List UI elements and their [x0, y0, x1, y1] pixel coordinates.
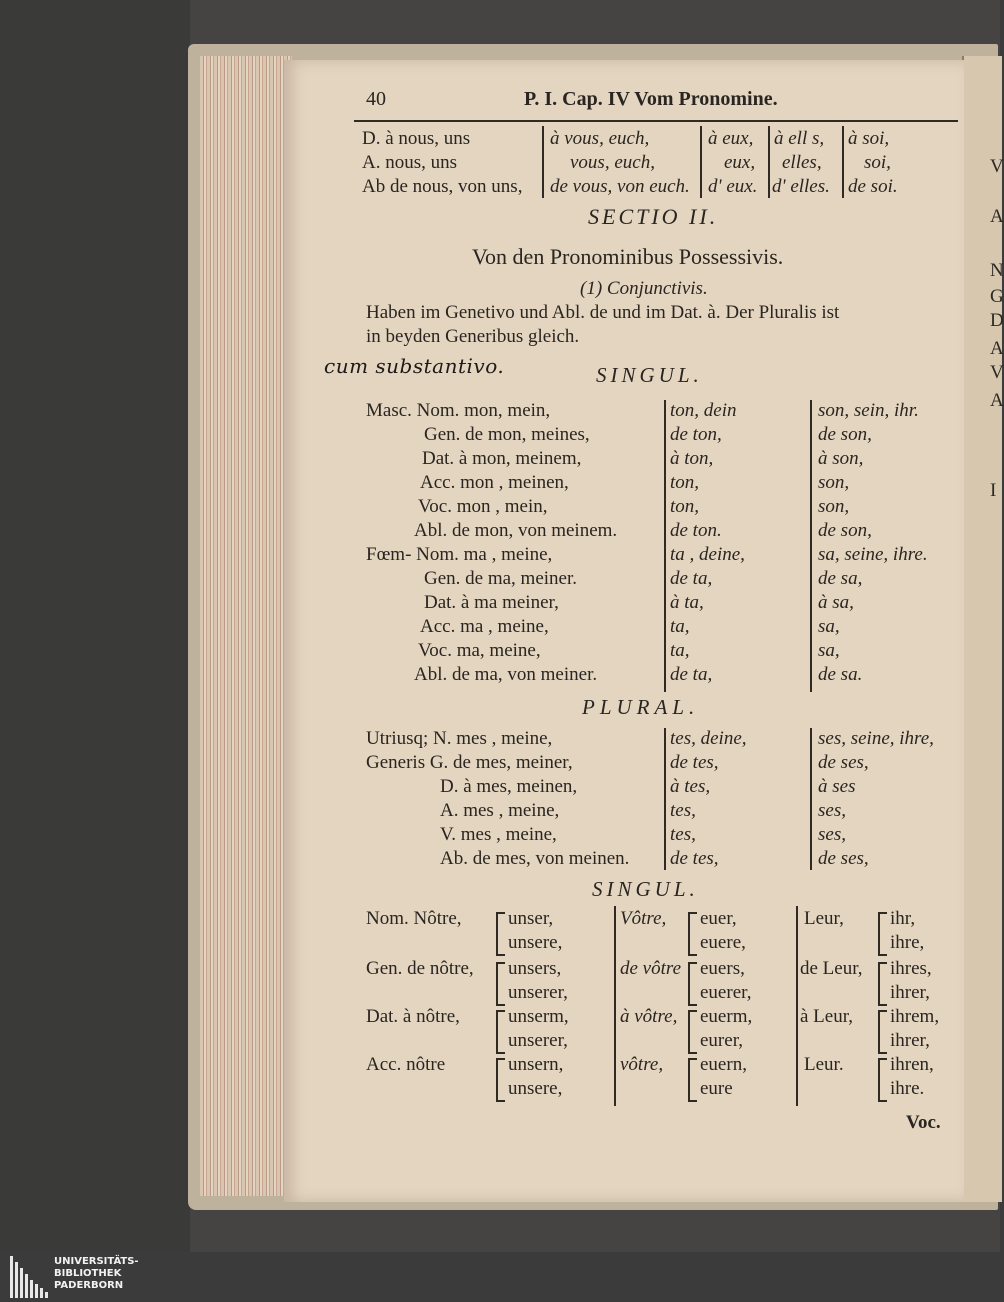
header-rule [354, 120, 958, 122]
bracket [496, 1058, 505, 1102]
logo-line: UNIVERSITÄTS- [54, 1256, 139, 1267]
catchword: Voc. [906, 1112, 941, 1133]
library-logo-icon [10, 1256, 52, 1298]
singular-heading-2: SINGUL. [592, 877, 699, 901]
table-cell: sa, [818, 616, 840, 637]
table-cell: soi, [864, 152, 891, 173]
library-logo-text [54, 1256, 139, 1292]
column-divider [768, 126, 770, 198]
notre-label: Gen. de nôtre, [366, 958, 474, 979]
table-cell: Abl. de mon, von meinem. [414, 520, 618, 541]
section-subheading: Von den Pronominibus Possessivis. [472, 244, 784, 269]
table-cell: son, sein, ihr. [818, 400, 919, 421]
notre-form: unser, [508, 908, 554, 929]
table-cell: Gen. de mon, meines, [424, 424, 590, 445]
rule-text: in beyden Generibus gleich. [366, 326, 580, 347]
facing-page-letter: V [990, 156, 1004, 177]
column-divider [810, 400, 812, 692]
subsection-heading: (1) Conjunctivis. [580, 278, 708, 299]
table-cell: son, [818, 472, 850, 493]
facing-page-letter: A [990, 338, 1004, 359]
bracket [688, 912, 697, 956]
facing-page-letter: N [990, 260, 1004, 281]
leur-form: ihrer, [890, 982, 930, 1003]
leur-form: ihr, [890, 908, 916, 929]
table-cell: à ta, [670, 592, 704, 613]
column-divider [796, 906, 798, 1106]
table-cell: ta, [670, 616, 690, 637]
table-cell: Dat. à ma meiner, [424, 592, 559, 613]
table-cell: Fœm- Nom. ma , meine, [366, 544, 553, 565]
column-divider [542, 126, 544, 198]
table-cell: vous, euch, [570, 152, 655, 173]
column-divider [810, 728, 812, 870]
table-cell: A. mes , meine, [440, 800, 560, 821]
table-cell: Gen. de ma, meiner. [424, 568, 578, 589]
table-cell: eux, [724, 152, 756, 173]
handwritten-note: cum substantivo. [324, 354, 505, 378]
table-cell: Abl. de ma, von meiner. [414, 664, 598, 685]
votre-form: euerer, [700, 982, 752, 1003]
table-cell: Voc. mon , mein, [418, 496, 548, 517]
table-cell: de tes, [670, 848, 719, 869]
table-cell: sa, [818, 640, 840, 661]
table-cell: Masc. Nom. mon, mein, [366, 400, 551, 421]
table-cell: ton, [670, 472, 700, 493]
logo-line: PADERBORN [54, 1280, 124, 1291]
votre-form: euern, [700, 1054, 747, 1075]
table-cell: ses, [818, 800, 846, 821]
table-cell: Acc. mon , meinen, [420, 472, 569, 493]
bracket [878, 1058, 887, 1102]
table-cell: à vous, euch, [550, 128, 650, 149]
facing-page-letter: A [990, 390, 1004, 411]
table-cell: V. mes , meine, [440, 824, 557, 845]
notre-label: Dat. à nôtre, [366, 1006, 460, 1027]
leur-form: ihrem, [890, 1006, 940, 1027]
leur-label: à Leur, [800, 1006, 854, 1027]
table-cell: de son, [818, 424, 872, 445]
table-cell: Generis G. de mes, meiner, [366, 752, 573, 773]
bracket [688, 1058, 697, 1102]
leur-form: ihres, [890, 958, 932, 979]
votre-form: euerm, [700, 1006, 753, 1027]
table-cell: de ton, [670, 424, 722, 445]
table-cell: tes, deine, [670, 728, 747, 749]
page-edges [200, 56, 292, 1196]
table-cell: à son, [818, 448, 864, 469]
votre-label: de vôtre [620, 958, 682, 979]
leur-label: de Leur, [800, 958, 863, 979]
facing-page-letter: G [990, 286, 1004, 307]
bracket [496, 962, 505, 1006]
table-cell: de ta, [670, 664, 713, 685]
book-page [284, 60, 964, 1202]
leur-form: ihre, [890, 932, 925, 953]
notre-form: unsers, [508, 958, 562, 979]
table-cell: ses, [818, 824, 846, 845]
table-cell: à eux, [708, 128, 754, 149]
table-cell: de ta, [670, 568, 713, 589]
table-cell: Utriusq; N. mes , meine, [366, 728, 553, 749]
table-cell: de ses, [818, 752, 869, 773]
table-cell: de son, [818, 520, 872, 541]
table-cell: de ton. [670, 520, 722, 541]
table-cell: D. à mes, meinen, [440, 776, 578, 797]
facing-page-letter: I [990, 480, 997, 501]
table-cell: Dat. à mon, meinem, [422, 448, 582, 469]
notre-form: unserer, [508, 982, 568, 1003]
votre-label: vôtre, [620, 1054, 664, 1075]
leur-form: ihre. [890, 1078, 925, 1099]
notre-label: Acc. nôtre [366, 1054, 446, 1075]
table-cell: à sa, [818, 592, 854, 613]
votre-form: euers, [700, 958, 745, 979]
rule-text: Haben im Genetivo und Abl. de und im Dat. à. Der Pluralis ist [366, 302, 840, 323]
leur-form: ihren, [890, 1054, 934, 1075]
bracket [496, 1010, 505, 1054]
table-cell: de ses, [818, 848, 869, 869]
table-cell: à tes, [670, 776, 711, 797]
table-cell: de sa, [818, 568, 863, 589]
page-number: 40 [366, 88, 386, 110]
table-cell: Ab. de mes, von meinen. [440, 848, 630, 869]
bracket [688, 962, 697, 1006]
leur-form: ihrer, [890, 1030, 930, 1051]
table-cell: ta , deine, [670, 544, 745, 565]
table-cell: ton, dein [670, 400, 737, 421]
table-cell: d' elles. [772, 176, 830, 197]
votre-form: euere, [700, 932, 746, 953]
table-cell: sa, seine, ihre. [818, 544, 928, 565]
table-cell: de vous, von euch. [550, 176, 690, 197]
notre-form: unsern, [508, 1054, 564, 1075]
table-cell: à ton, [670, 448, 714, 469]
running-title: P. I. Cap. IV Vom Pronomine. [524, 88, 778, 110]
column-divider [664, 400, 666, 692]
table-cell: à ell s, [774, 128, 825, 149]
section-heading: SECTIO II. [588, 204, 719, 229]
table-cell: à soi, [848, 128, 890, 149]
table-cell: à ses [818, 776, 856, 797]
votre-form: euer, [700, 908, 737, 929]
table-cell: de soi. [848, 176, 898, 197]
table-cell: ton, [670, 496, 700, 517]
table-cell: A. nous, uns [362, 152, 458, 173]
plural-heading: PLURAL. [582, 695, 700, 719]
singular-heading: SINGUL. [596, 363, 703, 387]
votre-label: à vôtre, [620, 1006, 678, 1027]
bracket [878, 962, 887, 1006]
votre-form: eure [700, 1078, 733, 1099]
column-divider [842, 126, 844, 198]
column-divider [700, 126, 702, 198]
notre-form: unserm, [508, 1006, 569, 1027]
facing-page-edge [962, 56, 1002, 1202]
dark-background [0, 0, 190, 1252]
votre-form: eurer, [700, 1030, 744, 1051]
leur-label: Leur. [804, 1054, 844, 1075]
table-cell: tes, [670, 800, 696, 821]
table-cell: d' eux. [708, 176, 758, 197]
column-divider [664, 728, 666, 870]
table-cell: elles, [782, 152, 822, 173]
table-cell: ta, [670, 640, 690, 661]
facing-page-letter: A [990, 206, 1004, 227]
table-cell: son, [818, 496, 850, 517]
votre-label: Vôtre, [620, 908, 667, 929]
bracket [878, 1010, 887, 1054]
footer-strip [0, 1252, 1000, 1302]
notre-label: Nom. Nôtre, [366, 908, 462, 929]
table-cell: D. à nous, uns [362, 128, 471, 149]
bracket [878, 912, 887, 956]
table-cell: de tes, [670, 752, 719, 773]
facing-page-letter: V [990, 362, 1004, 383]
bracket [688, 1010, 697, 1054]
table-cell: Voc. ma, meine, [418, 640, 541, 661]
logo-line: BIBLIOTHEK [54, 1268, 122, 1279]
table-cell: Acc. ma , meine, [420, 616, 549, 637]
facing-page-letter: D [990, 310, 1004, 331]
table-cell: Ab de nous, von uns, [362, 176, 523, 197]
table-cell: ses, seine, ihre, [818, 728, 934, 749]
bracket [496, 912, 505, 956]
table-cell: tes, [670, 824, 696, 845]
notre-form: unsere, [508, 1078, 563, 1099]
table-cell: de sa. [818, 664, 863, 685]
notre-form: unserer, [508, 1030, 568, 1051]
leur-label: Leur, [804, 908, 844, 929]
column-divider [614, 906, 616, 1106]
notre-form: unsere, [508, 932, 563, 953]
